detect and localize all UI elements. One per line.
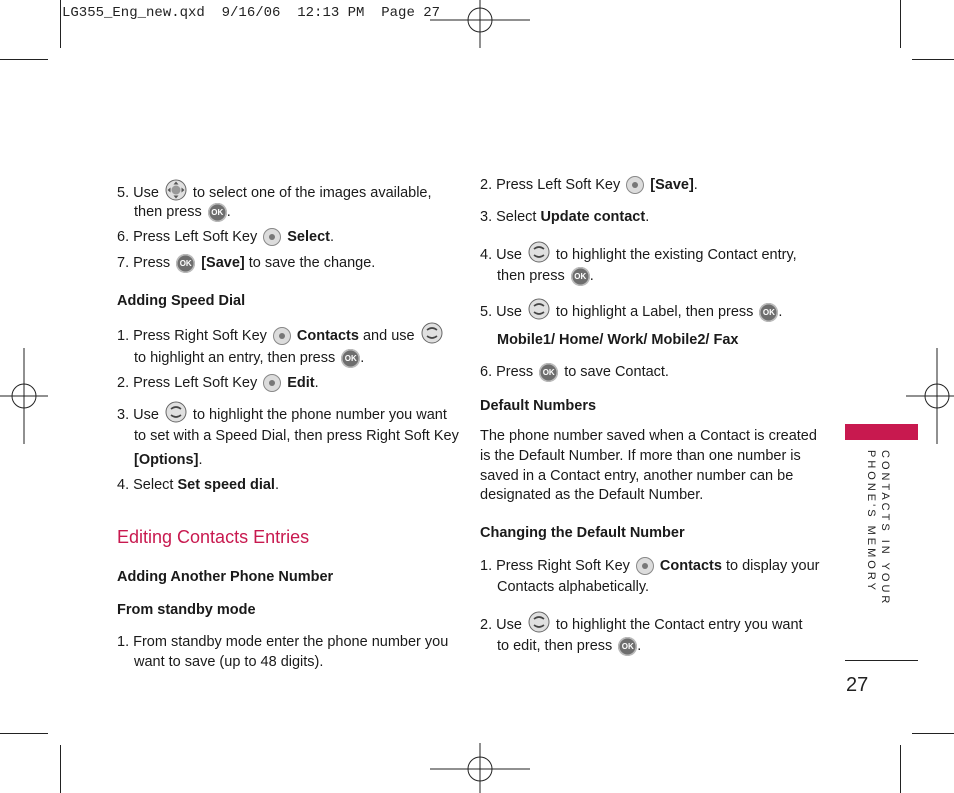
step-6: 6. Press Left Soft Key Select. — [117, 229, 335, 245]
soft-key-icon — [636, 557, 654, 575]
soft-key-icon — [626, 176, 644, 194]
page-number-rule — [845, 660, 918, 661]
ok-key-icon: OK — [341, 349, 360, 368]
step-7: 7. Press OK [Save] to save the change. — [117, 255, 376, 271]
up-down-nav-icon — [528, 611, 550, 639]
ok-key-icon: OK — [208, 203, 227, 222]
change-step-1-line-1: 1. Press Right Soft Key Contacts to display your — [480, 558, 820, 574]
soft-key-icon — [263, 374, 281, 392]
speed-dial-step-1-line-1: 1. Press Right Soft Key Contacts and use — [117, 322, 449, 350]
speed-dial-step-2: 2. Press Left Soft Key Edit. — [117, 375, 319, 391]
right-step-4-line-1: 4. Use to highlight the existing Contact entry, — [480, 241, 797, 269]
right-step-6: 6. Press OK to save Contact. — [480, 364, 669, 380]
section-title-editing-contacts: Editing Contacts Entries — [117, 527, 310, 547]
default-para-line-2: is the Default Number. If more than one number is — [480, 448, 801, 464]
chapter-tab-bar — [845, 424, 918, 440]
default-para-line-3: saved in a Contact entry, another number can be — [480, 468, 794, 484]
up-down-nav-icon — [421, 322, 443, 350]
change-step-2-line-2: to edit, then press OK . — [497, 638, 642, 654]
right-step-4-line-2: then press OK . — [497, 268, 594, 284]
speed-dial-step-3-line-2: to set with a Speed Dial, then press Right Soft Key — [134, 428, 459, 444]
soft-key-icon — [273, 327, 291, 345]
heading-changing-default: Changing the Default Number — [480, 525, 685, 541]
step-5-line-2: then press OK . — [134, 204, 231, 220]
ok-key-icon: OK — [539, 363, 558, 382]
ok-key-icon: OK — [759, 303, 778, 322]
soft-key-icon — [263, 228, 281, 246]
heading-from-standby: From standby mode — [117, 602, 256, 618]
page-number: 27 — [846, 674, 869, 696]
registration-mark-top — [430, 0, 530, 50]
up-down-nav-icon — [528, 241, 550, 269]
registration-mark-left — [0, 348, 50, 444]
chapter-title-vertical: CONTACTS IN YOUR PHONE'S MEMORY — [865, 450, 891, 607]
change-step-2-line-1: 2. Use to highlight the Contact entry you want — [480, 611, 803, 639]
heading-adding-another-number: Adding Another Phone Number — [117, 569, 334, 585]
right-step-3: 3. Select Update contact. — [480, 209, 650, 225]
speed-dial-step-3-line-1: 3. Use to highlight the phone number you want — [117, 401, 447, 429]
standby-step-1-line-1: 1. From standby mode enter the phone number you — [117, 634, 449, 650]
ok-key-icon: OK — [176, 254, 195, 273]
change-step-1-line-2: Contacts alphabetically. — [497, 579, 650, 595]
heading-adding-speed-dial: Adding Speed Dial — [117, 293, 246, 309]
ok-key-icon: OK — [571, 267, 590, 286]
heading-default-numbers: Default Numbers — [480, 398, 597, 414]
up-down-nav-icon — [165, 401, 187, 429]
standby-step-1-line-2: want to save (up to 48 digits). — [134, 654, 324, 670]
speed-dial-step-1-line-2: to highlight an entry, then press OK . — [134, 350, 365, 366]
ok-key-icon: OK — [618, 637, 637, 656]
right-step-5: 5. Use to highlight a Label, then press OK . — [480, 298, 782, 326]
label-options: Mobile1/ Home/ Work/ Mobile2/ Fax — [497, 332, 739, 348]
registration-mark-bottom — [430, 743, 530, 793]
print-slug: LG355_Eng_new.qxd 9/16/06 12:13 PM Page 27 — [62, 5, 441, 21]
up-down-nav-icon — [528, 298, 550, 326]
right-step-2: 2. Press Left Soft Key [Save]. — [480, 177, 698, 193]
speed-dial-step-4: 4. Select Set speed dial. — [117, 477, 279, 493]
default-para-line-1: The phone number saved when a Contact is created — [480, 428, 817, 444]
speed-dial-step-3-line-3: [Options]. — [134, 452, 203, 468]
default-para-line-4: designated as the Default Number. — [480, 487, 704, 503]
step-5-line-1: 5. Use to select one of the images available, — [117, 179, 432, 207]
